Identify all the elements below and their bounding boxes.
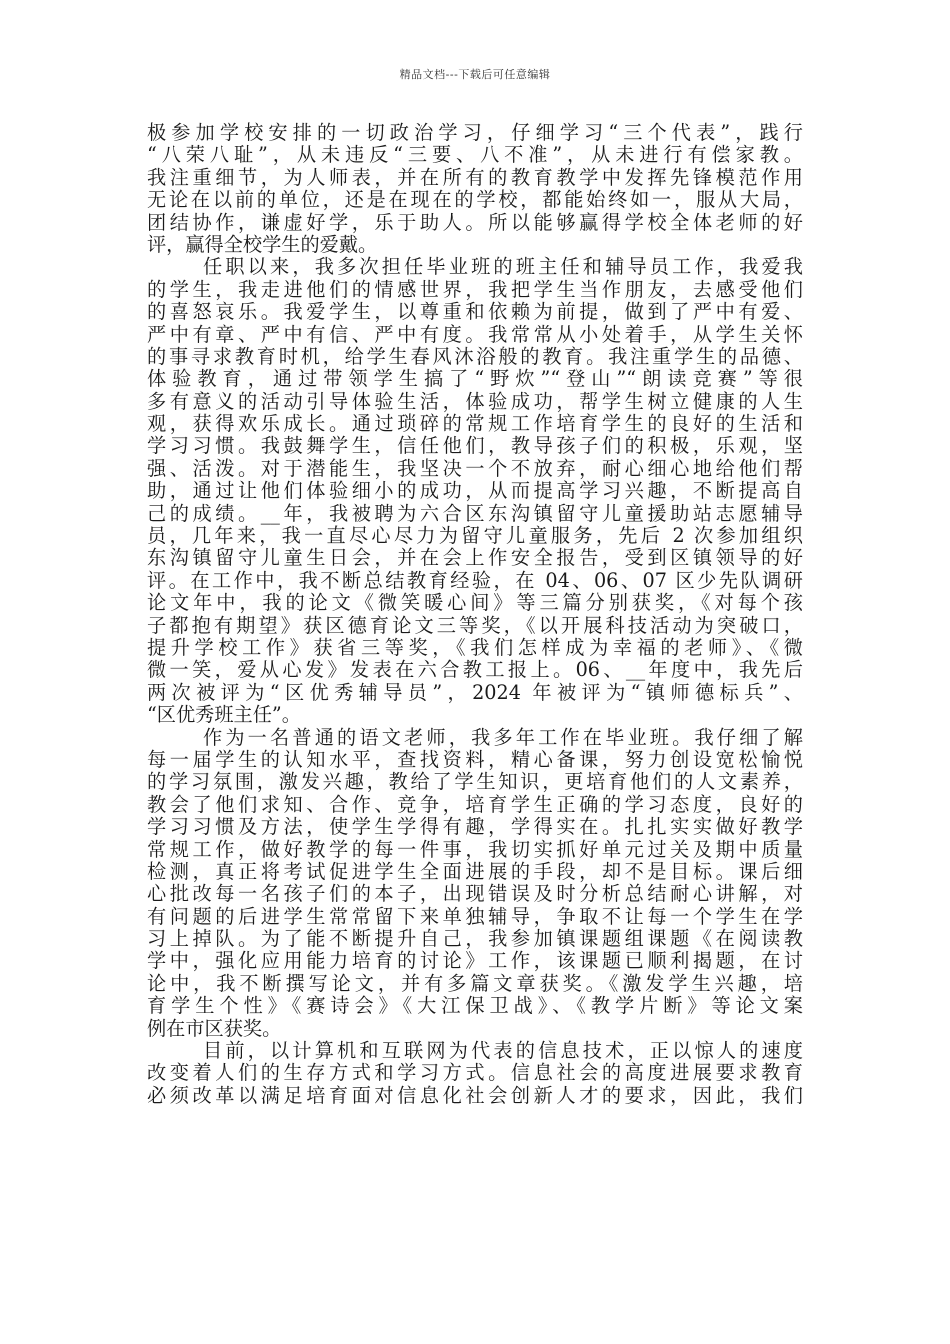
text-line: 我注重细节，为人师表，并在所有的教育教学中发挥先锋模范作用 [147,165,803,189]
text-line: 助，通过让他们体验细小的成功，从而提高学习兴趣，不断提高自 [147,479,803,503]
text-line: 的喜怒哀乐。我爱学生，以尊重和依赖为前提，做到了严中有爱、 [147,300,803,324]
text-line: 严中有章、严中有信、严中有度。我常常从小处着手，从学生关怀 [147,322,803,346]
text-line: 的学生，我走进他们的情感世界，我把学生当作朋友，去感受他们 [147,277,803,301]
text-line: 无论在以前的单位，还是在现在的学校，都能始终如一，服从大局， [147,188,803,212]
text-line: 评，赢得全校学生的爱戴。 [147,232,378,256]
text-line: 每一届学生的认知水平，查找资料，精心备课，努力创设宽松愉悦 [147,747,803,771]
text-line: 多有意义的活动引导体验生活，体验成功，帮学生树立健康的人生 [147,389,803,413]
text-line: 育学生个性》《赛诗会》《大江保卫战》、《教学片断》等论文案 [147,994,803,1018]
text-line: 常规工作，做好教学的每一件事，我切实抓好单元过关及期中质量 [147,837,803,861]
text-line: 例在市区获奖。 [147,1016,282,1040]
text-line: 评。在工作中，我不断总结教育经验，在 04、06、07 区少先队调研 [147,568,803,592]
text-line: 子都抱有期望》获区德育论文三等奖，《以开展科技活动为突破口， [147,613,803,637]
text-line: 必须改革以满足培育面对信息化社会创新人才的要求，因此，我们 [147,1083,803,1107]
text-line: 任职以来，我多次担任毕业班的班主任和辅导员工作，我爱我 [203,255,803,279]
text-line: “八荣八耻”，从未违反“三要、八不准”，从未进行有偿家教。 [147,143,803,167]
text-line: 学中，强化应用能力培育的讨论》工作，该课题已顺利揭题，在讨 [147,949,803,973]
text-line: 提升学校工作》获省三等奖，《我们怎样成为幸福的老师》、《微 [147,635,803,659]
text-line: 教会了他们求知、合作、竞争，培育学生正确的学习态度，良好的 [147,792,803,816]
text-line: 团结协作，谦虚好学，乐于助人。所以能够赢得学校全体老师的好 [147,210,803,234]
text-line: 微一笑，爱从心发》发表在六合教工报上。06、__年度中，我先后 [147,658,803,682]
page-header: 精品文档---下载后可任意编辑 [399,68,551,81]
text-line: 论文年中，我的论文《微笑暖心间》等三篇分别获奖，《对每个孩 [147,591,803,615]
text-line: 两次被评为“区优秀辅导员”，2024 年被评为“镇师德标兵”、 [147,680,803,704]
text-line: 改变着人们的生存方式和学习方式。信息社会的高度进展要求教育 [147,1061,803,1085]
text-line: 员，几年来，我一直尽心尽力为留守儿童服务，先后 2 次参加组织 [147,524,803,548]
text-line: 论中，我不断撰写论文，并有多篇文章获奖。《激发学生兴趣，培 [147,971,803,995]
text-line: “区优秀班主任”。 [147,703,301,727]
text-line: 极参加学校安排的一切政治学习，仔细学习“三个代表”，践行 [147,121,803,144]
text-line: 强、活泼。对于潜能生，我坚决一个不放弃，耐心细心地给他们帮 [147,456,803,480]
text-line: 有问题的后进学生常常留下来单独辅导，争取不让每一个学生在学 [147,904,803,928]
text-line: 的学习氛围，激发兴趣，教给了学生知识，更培育他们的人文素养， [147,770,803,794]
text-line: 作为一名普通的语文老师，我多年工作在毕业班。我仔细了解 [203,725,803,749]
text-line: 目前，以计算机和互联网为代表的信息技术，正以惊人的速度 [203,1039,803,1063]
text-line: 的事寻求教育时机，给学生春风沐浴般的教育。我注重学生的品德、 [147,344,803,368]
text-line: 学习习惯及方法，使学生学得有趣，学得实在。扎扎实实做好教学 [147,815,803,839]
text-line: 观，获得欢乐成长。通过琐碎的常规工作培育学生的良好的生活和 [147,412,803,436]
text-line: 习上掉队。为了能不断提升自己，我参加镇课题组课题《在阅读教 [147,927,803,951]
text-line: 东沟镇留守儿童生日会，并在会上作安全报告，受到区镇领导的好 [147,546,803,570]
text-line: 心批改每一名孩子们的本子，出现错误及时分析总结耐心讲解，对 [147,882,803,906]
text-line: 学习习惯。我鼓舞学生，信任他们，教导孩子们的积极，乐观，坚 [147,434,803,458]
text-line: 检测，真正将考试促进学生全面进展的手段，却不是目标。课后细 [147,859,803,883]
text-line: 己的成绩。__年，我被聘为六合区东沟镇留守儿童援助站志愿辅导 [147,501,803,525]
document-body [147,122,803,1107]
text-line: 体验教育，通过带领学生搞了“野炊”“登山”“朗读竞赛”等很 [147,367,803,391]
